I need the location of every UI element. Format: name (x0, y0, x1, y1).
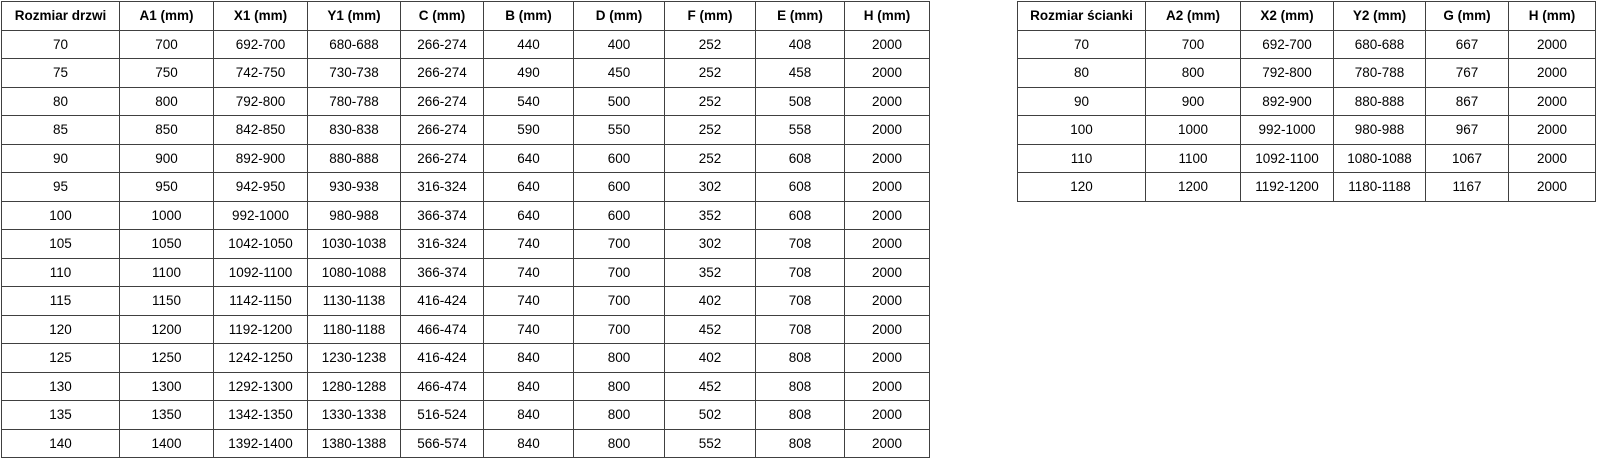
table-cell: 1167 (1426, 173, 1509, 202)
table-cell: 1000 (120, 201, 214, 230)
table-cell: 608 (756, 173, 845, 202)
table-cell: 750 (120, 59, 214, 88)
table-row (2, 344, 930, 373)
header-row (1018, 2, 1596, 31)
table-cell: 550 (574, 116, 665, 145)
table-cell: 740 (484, 258, 574, 287)
table-cell: 70 (2, 30, 120, 59)
table-cell: 930-938 (308, 173, 401, 202)
table-cell: 1200 (1146, 173, 1241, 202)
table-cell: 400 (574, 30, 665, 59)
table-cell: 416-424 (401, 344, 484, 373)
table-cell: 80 (2, 87, 120, 116)
header-cell: Rozmiar drzwi (2, 2, 120, 31)
table-cell: 252 (665, 144, 756, 173)
table-cell: 740 (484, 287, 574, 316)
table-cell: 2000 (845, 372, 930, 401)
table-cell: 840 (484, 429, 574, 458)
table-cell: 742-750 (214, 59, 308, 88)
table-cell: 490 (484, 59, 574, 88)
table-cell: 2000 (845, 258, 930, 287)
table-cell: 880-888 (1334, 87, 1426, 116)
table-cell: 516-524 (401, 401, 484, 430)
table-cell: 2000 (845, 315, 930, 344)
table-cell: 1330-1338 (308, 401, 401, 430)
table-row (2, 116, 930, 145)
table-cell: 502 (665, 401, 756, 430)
table-cell: 608 (756, 144, 845, 173)
table-cell: 105 (2, 230, 120, 259)
table-cell: 252 (665, 116, 756, 145)
table-cell: 252 (665, 87, 756, 116)
table-cell: 730-738 (308, 59, 401, 88)
table-cell: 85 (2, 116, 120, 145)
table-row (1018, 87, 1596, 116)
table-cell: 302 (665, 230, 756, 259)
table-cell: 508 (756, 87, 845, 116)
header-cell: D (mm) (574, 2, 665, 31)
table-cell: 2000 (845, 201, 930, 230)
table-cell: 2000 (845, 144, 930, 173)
table-cell: 1092-1100 (1241, 144, 1334, 173)
header-cell: A2 (mm) (1146, 2, 1241, 31)
table-cell: 692-700 (1241, 30, 1334, 59)
table-cell: 2000 (845, 116, 930, 145)
table-cell: 842-850 (214, 116, 308, 145)
table-cell: 1350 (120, 401, 214, 430)
table-row (2, 144, 930, 173)
table-cell: 640 (484, 201, 574, 230)
table-cell: 792-800 (1241, 59, 1334, 88)
table-row (2, 258, 930, 287)
table-cell: 266-274 (401, 59, 484, 88)
header-cell: H (mm) (1509, 2, 1596, 31)
table-cell: 700 (574, 287, 665, 316)
table-cell: 600 (574, 201, 665, 230)
table-row (2, 315, 930, 344)
table-cell: 700 (574, 230, 665, 259)
table-cell: 252 (665, 59, 756, 88)
table-cell: 2000 (1509, 30, 1596, 59)
table-cell: 667 (1426, 30, 1509, 59)
table-cell: 130 (2, 372, 120, 401)
table-cell: 100 (1018, 116, 1146, 145)
table-cell: 1100 (1146, 144, 1241, 173)
table-row (1018, 59, 1596, 88)
table-cell: 600 (574, 144, 665, 173)
table-cell: 70 (1018, 30, 1146, 59)
table-cell: 792-800 (214, 87, 308, 116)
table-cell: 558 (756, 116, 845, 145)
table-cell: 1342-1350 (214, 401, 308, 430)
header-cell: X1 (mm) (214, 2, 308, 31)
table-cell: 1050 (120, 230, 214, 259)
table-cell: 967 (1426, 116, 1509, 145)
table-cell: 1230-1238 (308, 344, 401, 373)
table-cell: 900 (120, 144, 214, 173)
wall-sizes-table (1017, 1, 1596, 202)
table-cell: 980-988 (308, 201, 401, 230)
table-cell: 708 (756, 230, 845, 259)
header-cell: H (mm) (845, 2, 930, 31)
table-cell: 700 (574, 315, 665, 344)
table-cell: 800 (1146, 59, 1241, 88)
table-cell: 767 (1426, 59, 1509, 88)
table-cell: 266-274 (401, 144, 484, 173)
table-cell: 708 (756, 287, 845, 316)
table-cell: 950 (120, 173, 214, 202)
table-cell: 540 (484, 87, 574, 116)
table-cell: 402 (665, 287, 756, 316)
table-cell: 1280-1288 (308, 372, 401, 401)
table-cell: 1400 (120, 429, 214, 458)
table-cell: 1100 (120, 258, 214, 287)
table-cell: 1180-1188 (1334, 173, 1426, 202)
table-cell: 402 (665, 344, 756, 373)
table-cell: 466-474 (401, 372, 484, 401)
table-row (2, 230, 930, 259)
table-cell: 980-988 (1334, 116, 1426, 145)
table-row (2, 87, 930, 116)
table-cell: 302 (665, 173, 756, 202)
table-cell: 808 (756, 344, 845, 373)
table-cell: 700 (120, 30, 214, 59)
table-row (2, 372, 930, 401)
table-cell: 552 (665, 429, 756, 458)
table-cell: 1292-1300 (214, 372, 308, 401)
table-cell: 2000 (1509, 144, 1596, 173)
table-cell: 90 (1018, 87, 1146, 116)
table-cell: 892-900 (1241, 87, 1334, 116)
table-cell: 600 (574, 173, 665, 202)
table-cell: 120 (2, 315, 120, 344)
table-cell: 458 (756, 59, 845, 88)
table-cell: 2000 (845, 173, 930, 202)
table-row (2, 30, 930, 59)
table-cell: 892-900 (214, 144, 308, 173)
table-cell: 90 (2, 144, 120, 173)
table-cell: 1000 (1146, 116, 1241, 145)
table-cell: 366-374 (401, 258, 484, 287)
table-cell: 992-1000 (214, 201, 308, 230)
table-cell: 808 (756, 429, 845, 458)
table-cell: 2000 (845, 287, 930, 316)
table-cell: 80 (1018, 59, 1146, 88)
table-cell: 1180-1188 (308, 315, 401, 344)
table-cell: 266-274 (401, 116, 484, 145)
table-cell: 692-700 (214, 30, 308, 59)
table-cell: 135 (2, 401, 120, 430)
table-cell: 1392-1400 (214, 429, 308, 458)
table-cell: 95 (2, 173, 120, 202)
header-cell: X2 (mm) (1241, 2, 1334, 31)
header-cell: Y2 (mm) (1334, 2, 1426, 31)
table-row (1018, 144, 1596, 173)
table-cell: 120 (1018, 173, 1146, 202)
table-cell: 2000 (1509, 87, 1596, 116)
table-cell: 992-1000 (1241, 116, 1334, 145)
table-row (2, 287, 930, 316)
table-cell: 2000 (845, 429, 930, 458)
table-cell: 840 (484, 401, 574, 430)
table-cell: 830-838 (308, 116, 401, 145)
table-row (2, 59, 930, 88)
table-cell: 316-324 (401, 230, 484, 259)
table-cell: 900 (1146, 87, 1241, 116)
table-cell: 316-324 (401, 173, 484, 202)
table-cell: 125 (2, 344, 120, 373)
table-cell: 840 (484, 372, 574, 401)
table-cell: 566-574 (401, 429, 484, 458)
table-row (1018, 30, 1596, 59)
table-cell: 1200 (120, 315, 214, 344)
table-cell: 1300 (120, 372, 214, 401)
table-cell: 140 (2, 429, 120, 458)
header-cell: Y1 (mm) (308, 2, 401, 31)
table-cell: 2000 (845, 344, 930, 373)
table-cell: 1042-1050 (214, 230, 308, 259)
table-cell: 2000 (1509, 59, 1596, 88)
table-cell: 1080-1088 (1334, 144, 1426, 173)
table-cell: 2000 (845, 59, 930, 88)
table-cell: 440 (484, 30, 574, 59)
table-cell: 266-274 (401, 30, 484, 59)
table-cell: 808 (756, 401, 845, 430)
table-cell: 1192-1200 (1241, 173, 1334, 202)
table-cell: 942-950 (214, 173, 308, 202)
table-cell: 840 (484, 344, 574, 373)
header-cell: F (mm) (665, 2, 756, 31)
table-cell: 252 (665, 30, 756, 59)
table-cell: 2000 (845, 230, 930, 259)
header-cell: G (mm) (1426, 2, 1509, 31)
table-cell: 1130-1138 (308, 287, 401, 316)
header-row (2, 2, 930, 31)
table-cell: 2000 (1509, 116, 1596, 145)
table-cell: 452 (665, 372, 756, 401)
table-cell: 1150 (120, 287, 214, 316)
table-row (2, 201, 930, 230)
table-cell: 452 (665, 315, 756, 344)
table-cell: 115 (2, 287, 120, 316)
header-cell: Rozmiar ścianki (1018, 2, 1146, 31)
table-cell: 2000 (845, 87, 930, 116)
table-cell: 780-788 (308, 87, 401, 116)
table-cell: 2000 (845, 30, 930, 59)
table-cell: 800 (574, 344, 665, 373)
table-cell: 608 (756, 201, 845, 230)
table-cell: 408 (756, 30, 845, 59)
table-cell: 352 (665, 258, 756, 287)
table-cell: 352 (665, 201, 756, 230)
table-cell: 1380-1388 (308, 429, 401, 458)
table-cell: 500 (574, 87, 665, 116)
table-cell: 1242-1250 (214, 344, 308, 373)
table-row (2, 429, 930, 458)
table-cell: 100 (2, 201, 120, 230)
table-cell: 1192-1200 (214, 315, 308, 344)
table-cell: 366-374 (401, 201, 484, 230)
header-cell: E (mm) (756, 2, 845, 31)
table-cell: 1250 (120, 344, 214, 373)
table-cell: 780-788 (1334, 59, 1426, 88)
header-cell: B (mm) (484, 2, 574, 31)
table-cell: 850 (120, 116, 214, 145)
table-cell: 640 (484, 144, 574, 173)
table-cell: 2000 (1509, 173, 1596, 202)
table-cell: 700 (574, 258, 665, 287)
table-cell: 640 (484, 173, 574, 202)
table-cell: 1142-1150 (214, 287, 308, 316)
table-cell: 800 (120, 87, 214, 116)
table-cell: 1092-1100 (214, 258, 308, 287)
table-row (2, 401, 930, 430)
table-cell: 75 (2, 59, 120, 88)
door-sizes-table (1, 1, 930, 458)
table-cell: 590 (484, 116, 574, 145)
table-cell: 808 (756, 372, 845, 401)
table-cell: 2000 (845, 401, 930, 430)
table-cell: 110 (1018, 144, 1146, 173)
table-cell: 708 (756, 258, 845, 287)
table-cell: 740 (484, 315, 574, 344)
table-cell: 416-424 (401, 287, 484, 316)
header-cell: A1 (mm) (120, 2, 214, 31)
table-cell: 867 (1426, 87, 1509, 116)
table-cell: 450 (574, 59, 665, 88)
table-cell: 800 (574, 429, 665, 458)
table-row (2, 173, 930, 202)
table-cell: 708 (756, 315, 845, 344)
table-cell: 1080-1088 (308, 258, 401, 287)
table-cell: 680-688 (1334, 30, 1426, 59)
table-cell: 1030-1038 (308, 230, 401, 259)
table-cell: 800 (574, 401, 665, 430)
table-row (1018, 173, 1596, 202)
table-cell: 800 (574, 372, 665, 401)
table-cell: 1067 (1426, 144, 1509, 173)
table-cell: 880-888 (308, 144, 401, 173)
table-cell: 680-688 (308, 30, 401, 59)
table-cell: 740 (484, 230, 574, 259)
table-cell: 266-274 (401, 87, 484, 116)
table-row (1018, 116, 1596, 145)
table-cell: 110 (2, 258, 120, 287)
header-cell: C (mm) (401, 2, 484, 31)
table-cell: 466-474 (401, 315, 484, 344)
table-cell: 700 (1146, 30, 1241, 59)
